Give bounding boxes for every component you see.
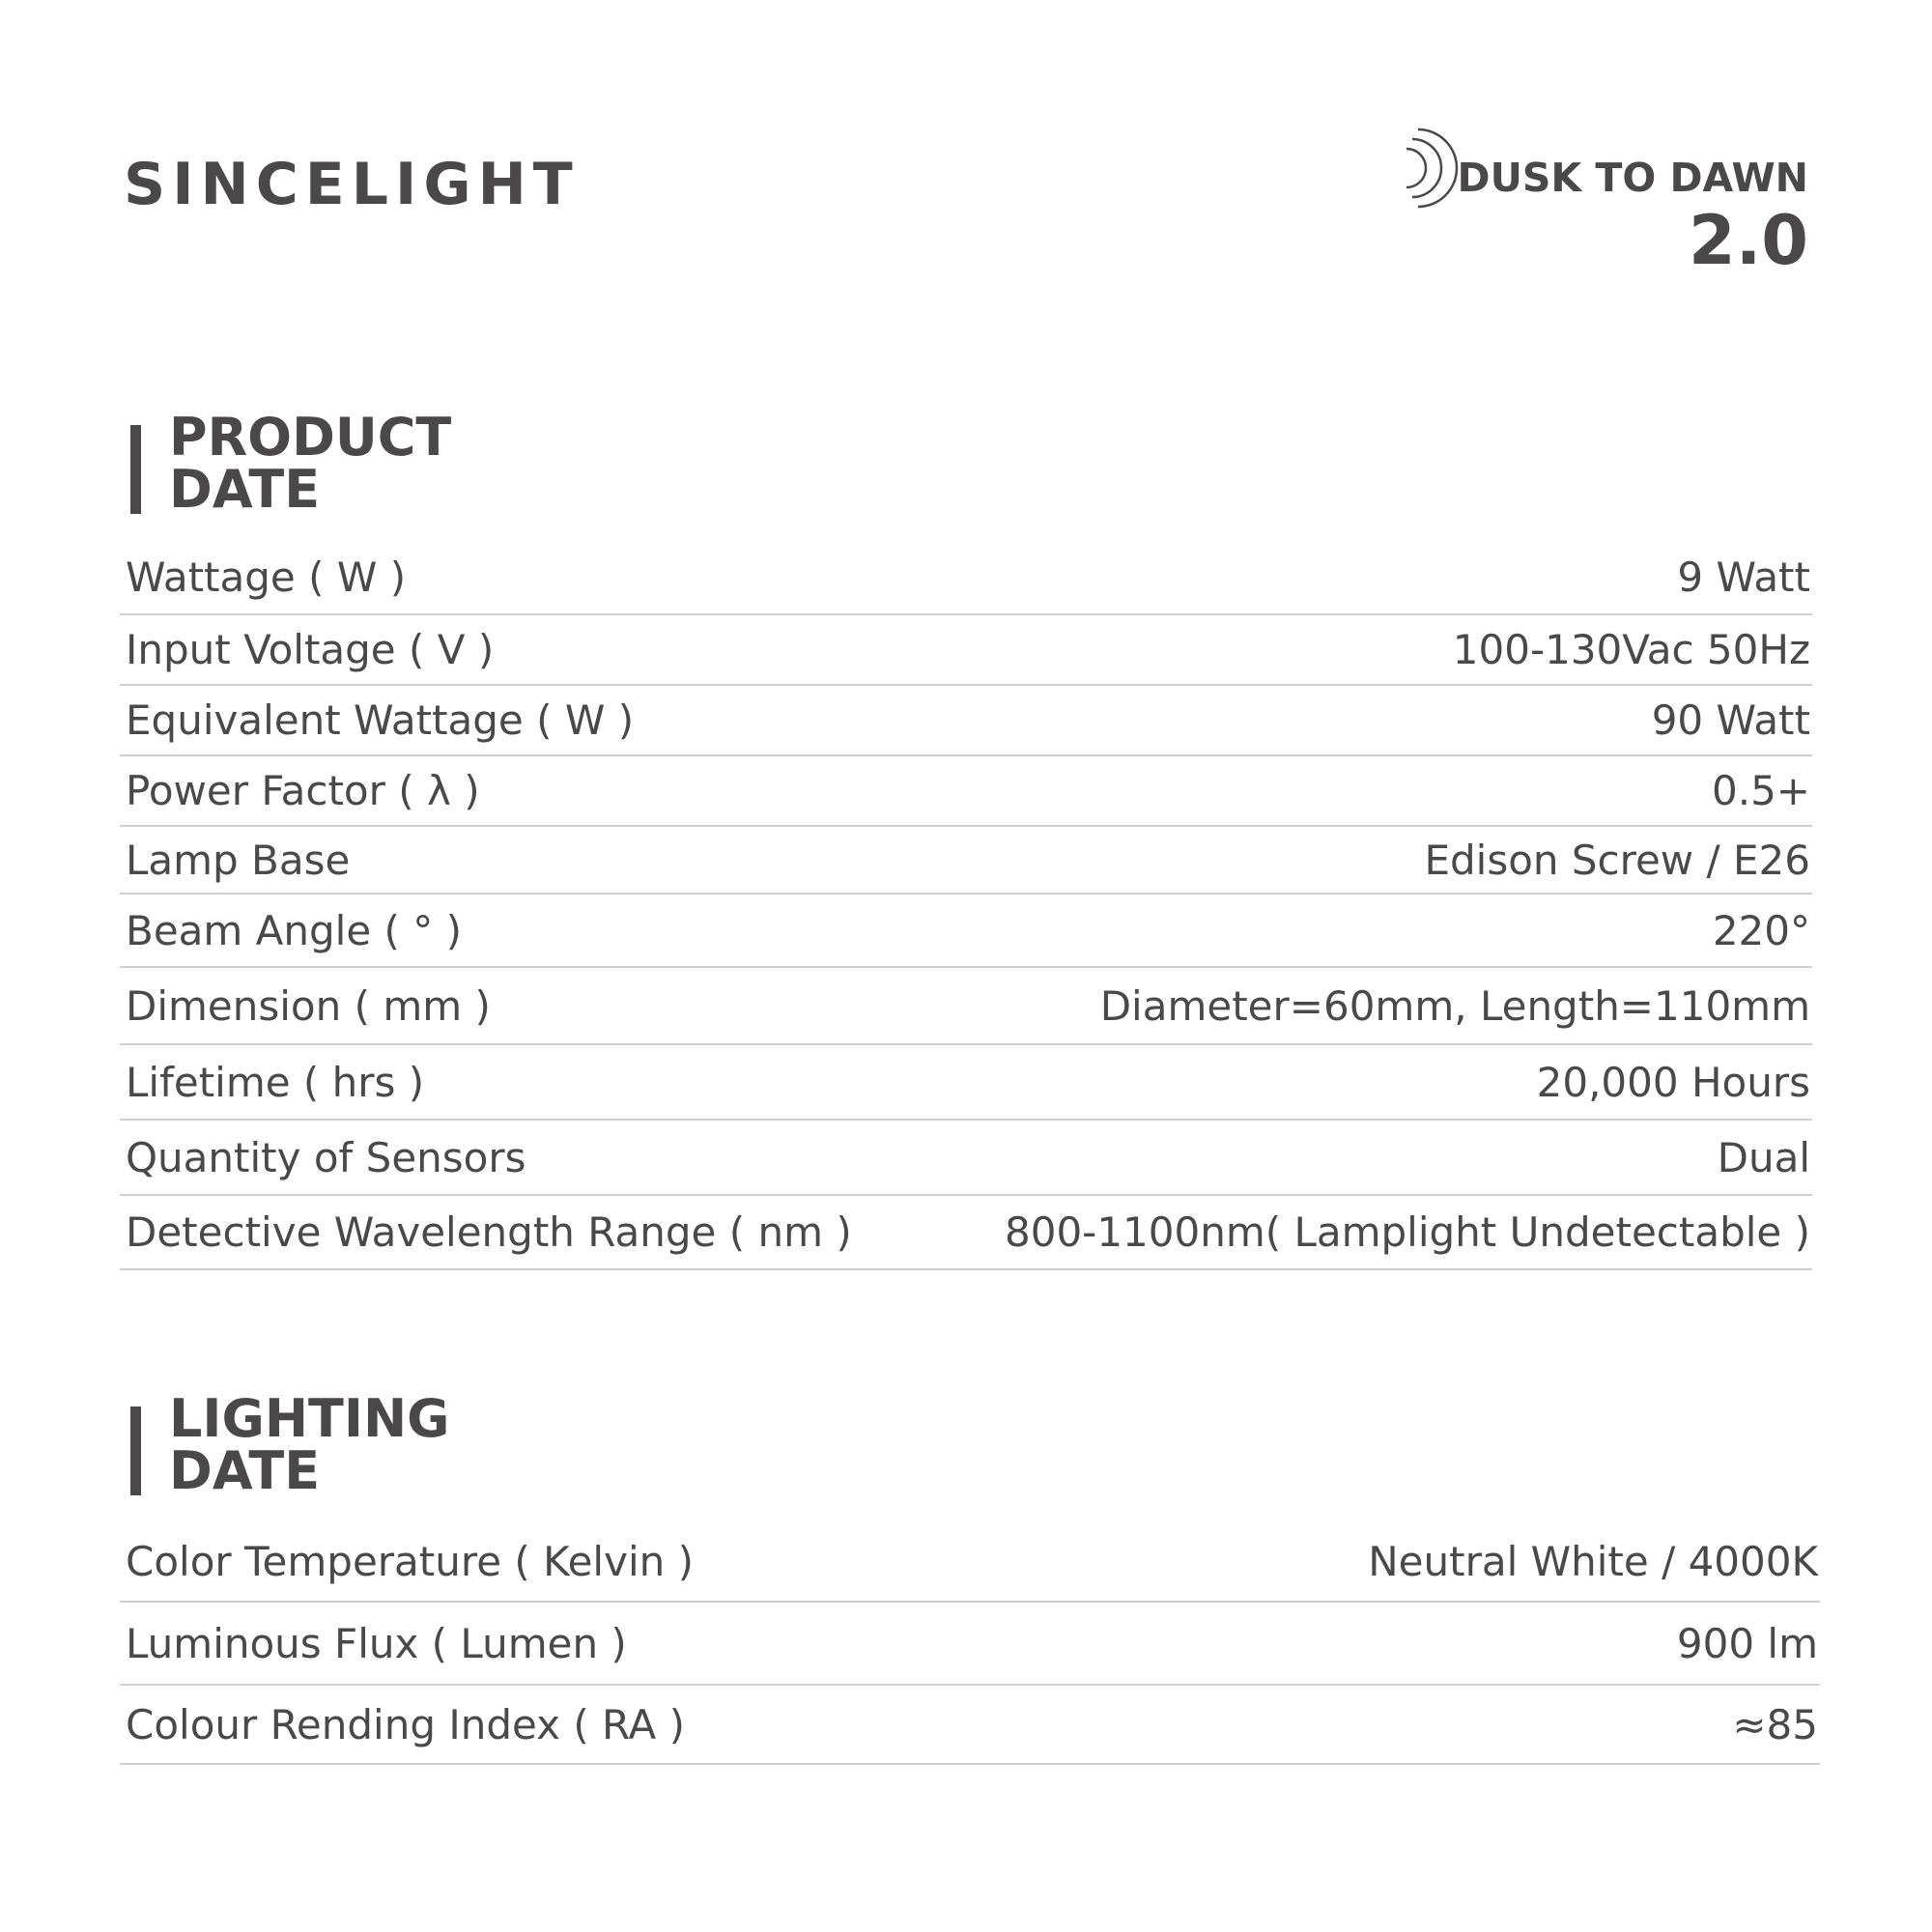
spec-label: Beam Angle ( ° ) (126, 906, 462, 954)
spec-row-input-voltage (120, 615, 1812, 686)
spec-value: 90 Watt (1651, 696, 1810, 744)
spec-label: Luminous Flux ( Lumen ) (126, 1619, 627, 1667)
mode-title: DUSK TO DAWN (1457, 155, 1808, 201)
moon-sensor-icon (1302, 126, 1471, 280)
spec-label: Dimension ( mm ) (126, 981, 491, 1030)
spec-label: Input Voltage ( V ) (126, 626, 495, 673)
lighting-spec-table (120, 1521, 1820, 1765)
spec-value: 100-130Vac 50Hz (1452, 626, 1810, 673)
spec-label: Power Factor ( λ ) (126, 767, 480, 814)
heading-line-1: PRODUCT (169, 407, 452, 468)
heading-line-2: DATE (169, 459, 321, 520)
spec-label: Lifetime ( hrs ) (126, 1058, 425, 1106)
spec-value: 220° (1712, 906, 1810, 954)
spec-label: Quantity of Sensors (126, 1133, 526, 1181)
spec-label: Lamp Base (126, 836, 351, 884)
spec-row-lamp-base (120, 827, 1812, 895)
spec-label: Wattage ( W ) (126, 554, 407, 601)
spec-row-power-factor (120, 756, 1812, 827)
heading-bar (130, 1406, 141, 1495)
heading-bar (130, 425, 141, 514)
spec-value: ≈85 (1732, 1700, 1818, 1748)
spec-row-luminous-flux (120, 1603, 1820, 1686)
spec-row-color-temperature (120, 1521, 1820, 1603)
spec-row-color-rendering-index (120, 1686, 1820, 1765)
heading-text (169, 1388, 749, 1501)
spec-value: Neutral White / 4000K (1368, 1537, 1818, 1585)
spec-value: Edison Screw / E26 (1424, 836, 1810, 884)
spec-label: Color Temperature ( Kelvin ) (126, 1537, 694, 1585)
heading-line-2: DATE (169, 1440, 321, 1501)
spec-row-wavelength-range (120, 1196, 1812, 1270)
spec-value: 20,000 Hours (1536, 1058, 1810, 1106)
spec-value: 900 lm (1676, 1619, 1818, 1667)
spec-label: Equivalent Wattage ( W ) (126, 696, 635, 744)
spec-row-equivalent-wattage (120, 686, 1812, 756)
spec-value: Diameter=60mm, Length=110mm (1099, 981, 1810, 1030)
spec-label: Colour Rending Index ( RA ) (126, 1700, 685, 1748)
spec-value: 0.5+ (1712, 767, 1810, 814)
heading-text (169, 407, 749, 520)
spec-value: Dual (1717, 1133, 1810, 1181)
spec-row-sensor-quantity (120, 1121, 1812, 1196)
spec-row-wattage (120, 541, 1812, 615)
brand-logo-text: SINCELIGHT (124, 151, 580, 218)
heading-line-1: LIGHTING (169, 1388, 450, 1449)
spec-value: 800-1100nm( Lamplight Undetectable ) (1005, 1208, 1810, 1256)
spec-row-dimension (120, 968, 1812, 1045)
product-spec-table (120, 541, 1812, 1270)
spec-row-lifetime (120, 1045, 1812, 1121)
mode-version: 2.0 (1688, 201, 1808, 280)
spec-row-beam-angle (120, 895, 1812, 968)
spec-label: Detective Wavelength Range ( nm ) (126, 1208, 852, 1256)
spec-value: 9 Watt (1677, 554, 1810, 601)
